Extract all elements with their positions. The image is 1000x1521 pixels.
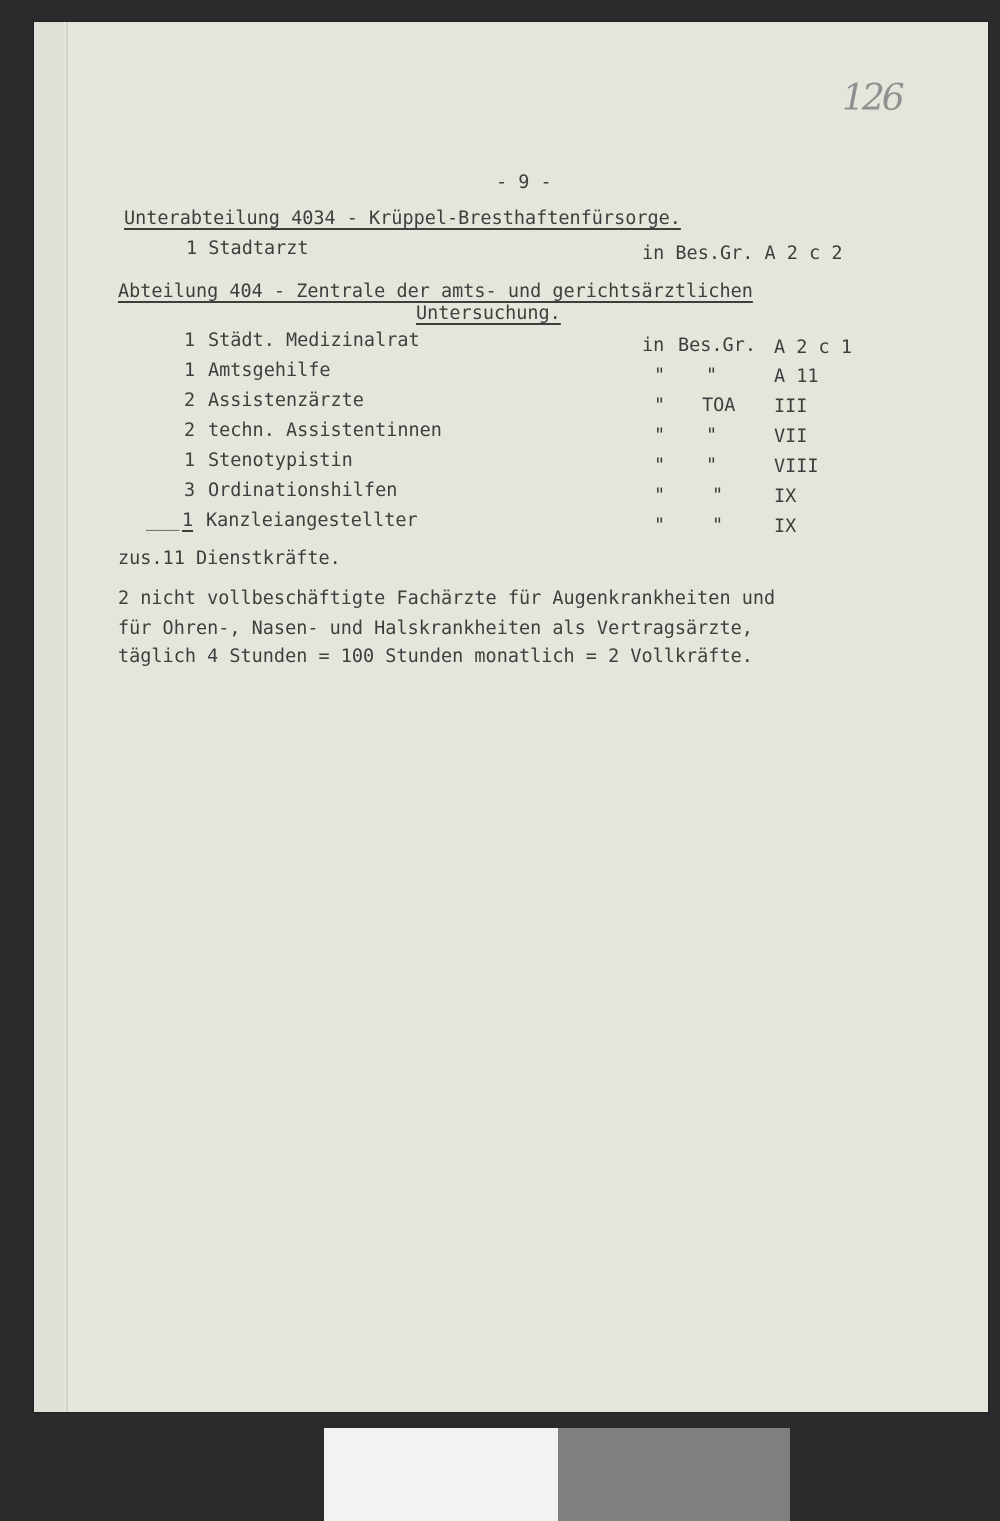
row-title: Assistenzärzte xyxy=(208,390,364,411)
paragraph-line-3: täglich 4 Stunden = 100 Stunden monatlich = 2 Vollkräfte. xyxy=(118,646,753,667)
row-rule: ___ xyxy=(146,510,180,531)
row-col1: " xyxy=(654,455,666,476)
row-col2: " xyxy=(706,455,718,476)
row-count: 2 xyxy=(184,420,196,441)
row-title: techn. Assistentinnen xyxy=(208,420,442,441)
row-col3: IX xyxy=(774,486,797,507)
row-col1: " xyxy=(654,365,666,386)
row-col1: " xyxy=(654,515,666,536)
color-swatch-white xyxy=(324,1428,558,1521)
document-page xyxy=(34,22,988,1412)
section1-row-grade: in Bes.Gr. A 2 c 2 xyxy=(642,243,843,264)
section2-heading-line2: Untersuchung. xyxy=(416,303,561,324)
row-count: 1 xyxy=(184,450,196,471)
paragraph-line-2: für Ohren-, Nasen- und Halskrankheiten als Vertragsärzte, xyxy=(118,618,753,639)
row-count: 1 xyxy=(184,360,196,381)
row-col2: " xyxy=(706,365,718,386)
section1-row-text: 1 Stadtarzt xyxy=(186,238,309,259)
row-title: Stenotypistin xyxy=(208,450,353,471)
section1-heading: Unterabteilung 4034 - Krüppel-Bresthaftenfürsorge. xyxy=(124,208,681,229)
row-count: 1 xyxy=(184,330,196,351)
row-count: 2 xyxy=(184,390,196,411)
row-col3: VII xyxy=(774,426,808,447)
row-col3: IX xyxy=(774,516,797,537)
row-col3: A 11 xyxy=(774,366,819,387)
row-col3: A 2 c 1 xyxy=(774,337,852,358)
row-col1: " xyxy=(654,395,666,416)
row-col2: TOA xyxy=(702,395,736,416)
row-col1: " xyxy=(654,425,666,446)
row-col2: Bes.Gr. xyxy=(678,335,756,356)
row-title: Ordinationshilfen xyxy=(208,480,398,501)
row-count: 3 xyxy=(184,480,196,501)
row-col1: in xyxy=(642,335,665,356)
row-col2: " xyxy=(706,425,718,446)
row-title: Städt. Medizinalrat xyxy=(208,330,420,351)
row-count: 1 xyxy=(182,510,194,531)
row-col3: III xyxy=(774,396,808,417)
row-col1: " xyxy=(654,485,666,506)
folio-number: 126 xyxy=(842,78,902,119)
total-staff: zus.11 Dienstkräfte. xyxy=(118,548,341,569)
color-swatch-gray xyxy=(558,1428,790,1521)
row-title: Kanzleiangestellter xyxy=(206,510,418,531)
row-col2: " xyxy=(712,485,724,506)
page-number: - 9 - xyxy=(496,172,552,193)
row-col3: VIII xyxy=(774,456,819,477)
paragraph-line-1: 2 nicht vollbeschäftigte Fachärzte für Augenkrankheiten und xyxy=(118,588,776,609)
row-title: Amtsgehilfe xyxy=(208,360,331,381)
page-fold xyxy=(66,22,68,1412)
row-col2: " xyxy=(712,515,724,536)
section2-heading-line1: Abteilung 404 - Zentrale der amts- und gerichtsärztlichen xyxy=(118,281,753,302)
